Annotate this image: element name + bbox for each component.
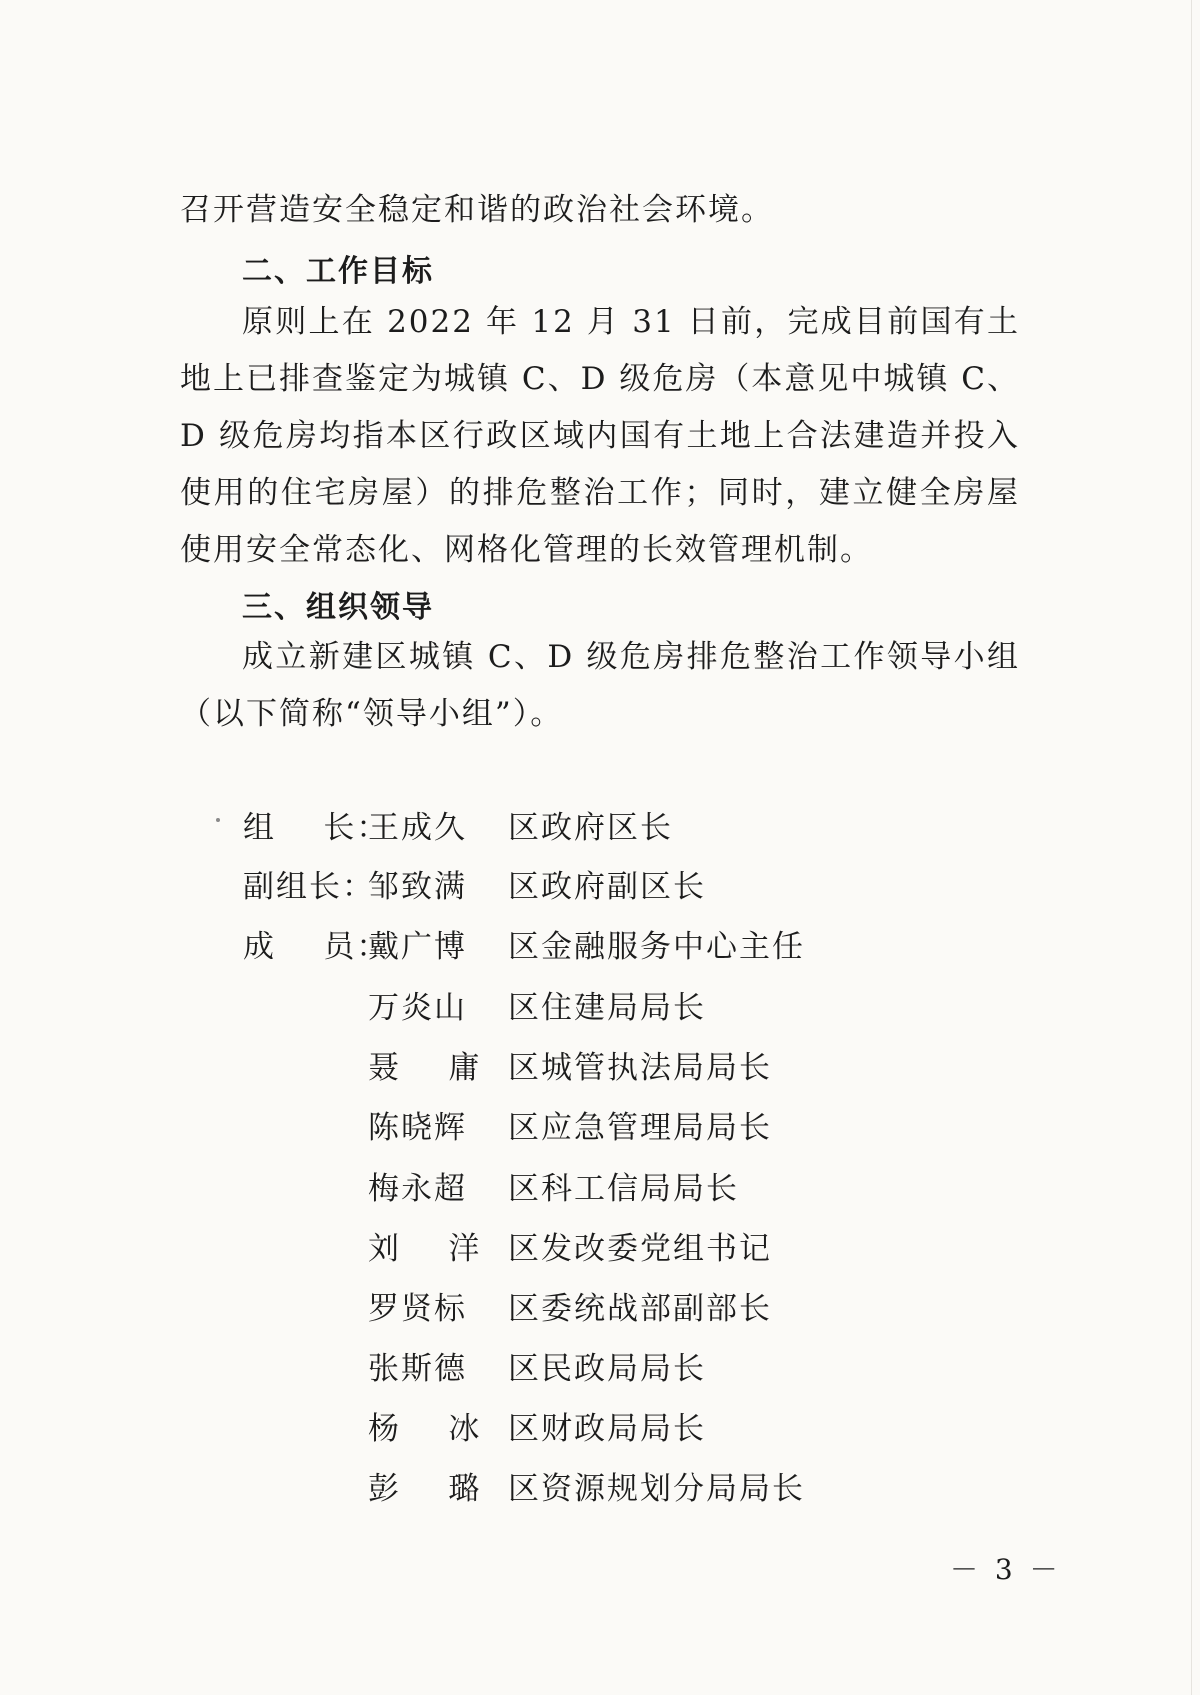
roster-name: 刘 洋 [368, 1231, 482, 1267]
roster-name: 彭 璐 [368, 1471, 482, 1507]
roster-name: 戴广博 [368, 929, 467, 965]
roster-role: 成 员： [243, 929, 390, 965]
scan-edge [1191, 0, 1192, 1695]
roster-name: 邹致满 [368, 869, 467, 905]
roster-name: 王成久 [368, 810, 467, 846]
roster-title: 区委统战部副部长 [508, 1291, 772, 1327]
roster-row [0, 921, 1200, 965]
roster-row [0, 1223, 1200, 1267]
roster-name: 聂 庸 [368, 1050, 482, 1086]
roster-row [0, 1163, 1200, 1207]
roster-row [0, 1042, 1200, 1086]
roster-name: 张斯德 [368, 1351, 467, 1387]
roster-title: 区政府区长 [508, 810, 673, 846]
roster-title: 区城管执法局局长 [508, 1050, 772, 1086]
intro-tail-paragraph: 召开营造安全稳定和谐的政治社会环境。 [180, 192, 774, 228]
roster-row [0, 1343, 1200, 1387]
roster-title: 区科工信局局长 [508, 1171, 739, 1207]
roster-title: 区民政局局长 [508, 1351, 706, 1387]
roster-role: 副组长： [243, 869, 375, 905]
roster-row [0, 1403, 1200, 1447]
roster-row [0, 802, 1200, 846]
roster-row [0, 861, 1200, 905]
page-number: － 3 － [950, 1553, 1062, 1586]
roster-title: 区住建局局长 [508, 990, 706, 1026]
roster-title: 区政府副区长 [508, 869, 706, 905]
roster-name: 罗贤标 [368, 1291, 467, 1327]
roster-row [0, 1463, 1200, 1507]
roster-title: 区应急管理局局长 [508, 1110, 772, 1146]
section-2-paragraph: 原则上在 2022 年 12 月 31 日前，完成目前国有土地上已排查鉴定为城镇 C、D 级危房（本意见中城镇 C、D 级危房均指本区行政区域内国有土地上合法建造并投入使用的住宅房屋）的排危整治工作；同时，建立健全房屋使用安全常态化、网格化管理的长效管理机制。 [180, 304, 1020, 568]
roster-title: 区金融服务中心主任 [508, 929, 805, 965]
section-3-paragraph: 成立新建区城镇 C、D 级危房排危整治工作领导小组（以下简称“领导小组”）。 [180, 639, 1020, 732]
roster-title: 区资源规划分局局长 [508, 1471, 805, 1507]
roster-name: 陈晓辉 [368, 1110, 467, 1146]
section-3-heading: 三、组织领导 [242, 590, 434, 625]
section-2-heading: 二、工作目标 [242, 254, 434, 289]
roster-name: 梅永超 [368, 1171, 467, 1207]
roster-row [0, 982, 1200, 1026]
roster-name: 杨 冰 [368, 1411, 482, 1447]
roster-name: 万炎山 [368, 990, 467, 1026]
roster-title: 区财政局局长 [508, 1411, 706, 1447]
roster-row [0, 1283, 1200, 1327]
roster-title: 区发改委党组书记 [508, 1231, 772, 1267]
roster-row [0, 1102, 1200, 1146]
roster-role: 组 长： [243, 810, 390, 846]
